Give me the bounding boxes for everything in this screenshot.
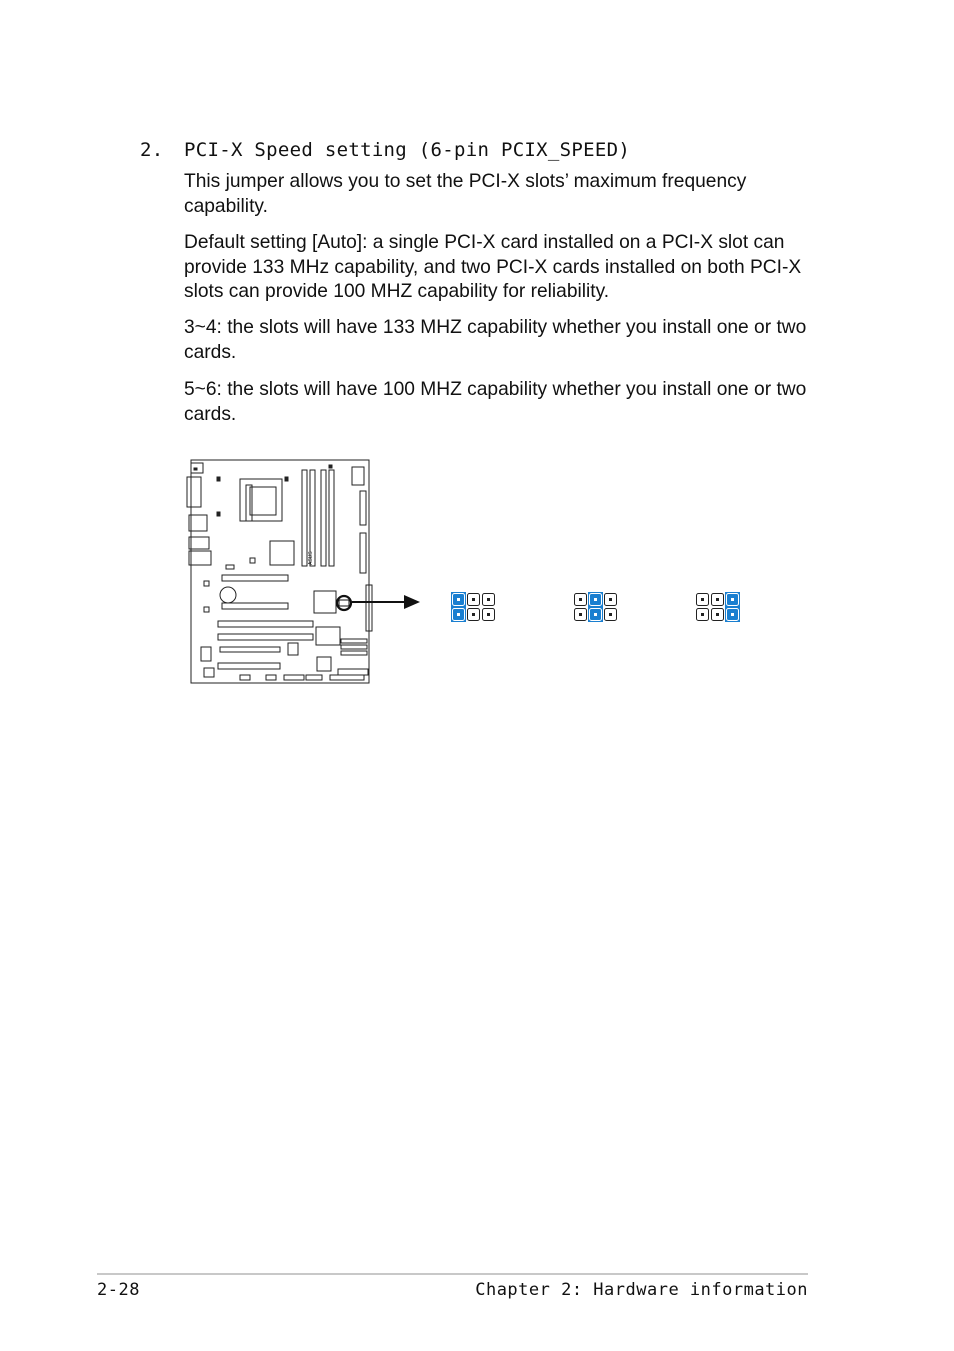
paragraph-description: This jumper allows you to set the PCI-X slots’ maximum frequency capability. — [184, 171, 747, 217]
paragraph-default-setting: Default setting [Auto]: a single PCI-X card installed on a PCI-X slot can provide 133 MHz capability, and two PCI-X cards installed on both PCI-X slots can provide 100 MHZ capability for reliability. — [184, 232, 802, 302]
paragraph-setting-3-4: 3~4: the slots will have 133 MHZ capability whether you install one or two cards. — [184, 317, 807, 363]
jumper-pin — [609, 613, 612, 616]
dimm-slot — [329, 470, 334, 566]
footer-divider — [97, 1273, 808, 1275]
jumper-pin — [716, 598, 719, 601]
jumper-pin — [701, 613, 704, 616]
pci-x-slot — [218, 634, 313, 640]
jumper-location-marker — [337, 596, 351, 610]
chapter-title: Chapter 2: Hardware information — [475, 1280, 808, 1300]
section-title: PCI-X Speed setting (6-pin PCIX_SPEED) — [184, 139, 631, 161]
pcie-slot — [222, 575, 288, 581]
jumper-pin — [457, 598, 460, 601]
jumper-pin — [472, 598, 475, 601]
pci-x-slot — [218, 621, 313, 627]
northbridge-chip — [270, 541, 294, 565]
jumper-pin — [731, 598, 734, 601]
jumper-setting-1 — [451, 592, 495, 622]
jumper-settings-group — [451, 592, 740, 622]
jumper-setting-3 — [697, 592, 741, 622]
jumper-pin — [609, 598, 612, 601]
board-logo: ASUS — [308, 551, 314, 565]
jumper-pin — [594, 598, 597, 601]
paragraph-setting-5-6: 5~6: the slots will have 100 MHZ capability whether you install one or two cards. — [184, 379, 807, 425]
jumper-pin — [487, 613, 490, 616]
jumper-pin — [579, 598, 582, 601]
jumper-pin — [487, 598, 490, 601]
arrow-icon — [352, 595, 420, 609]
jumper-pin — [472, 613, 475, 616]
jumper-pin — [457, 613, 460, 616]
jumper-location-diagram — [180, 455, 760, 695]
dimm-slot — [321, 470, 326, 566]
motherboard-layout — [187, 460, 372, 683]
section-heading — [140, 139, 630, 161]
jumper-setting-2 — [575, 592, 617, 622]
jumper-pin — [701, 598, 704, 601]
pci-slot — [222, 603, 288, 609]
page-number: 2-28 — [97, 1280, 140, 1300]
jumper-pin — [594, 613, 597, 616]
jumper-pin — [731, 613, 734, 616]
dimm-slot — [302, 470, 307, 566]
jumper-pin — [716, 613, 719, 616]
jumper-pin — [579, 613, 582, 616]
section-number: 2. — [140, 139, 164, 161]
battery — [220, 587, 236, 603]
